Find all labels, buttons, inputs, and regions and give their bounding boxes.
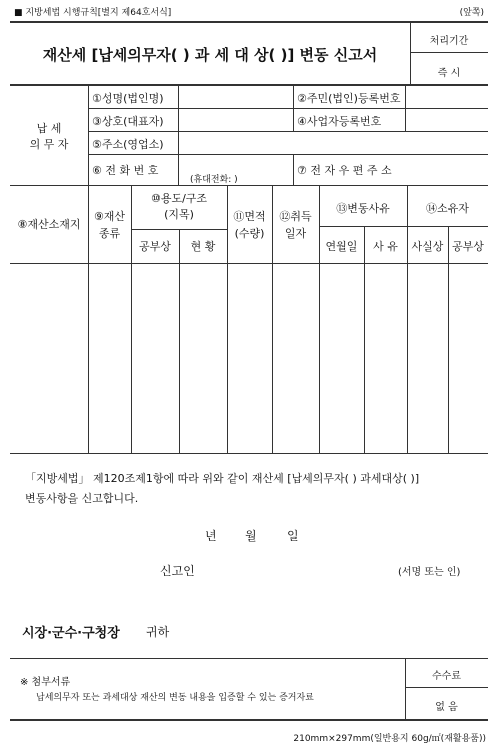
name-field[interactable] [179, 86, 292, 107]
property-type-header-1: ⑨재산 [93, 210, 126, 223]
taxpayer-label-1: 납 세 [36, 122, 62, 135]
signature-note: (서명 또는 인) [398, 567, 461, 578]
addressee: 시장·군수·구청장 [22, 626, 120, 641]
property-type-cell[interactable] [89, 264, 130, 452]
declaration-statement-line-1: 「지방세법」 제120조제1항에 따라 위와 같이 재산세 [납세의무자( ) 과세대상( )] [25, 472, 420, 485]
use-structure-header-2: (지목) [164, 208, 194, 221]
change-date-header: 연월일 [325, 240, 358, 253]
paper-size-note: 210mm×297mm(일반용지 60g/㎡(재활용품)) [293, 734, 486, 744]
owner-official-header: 공부상 [452, 240, 484, 253]
reporter-signature-field[interactable] [210, 558, 390, 578]
fee-value: 없 음 [435, 702, 458, 713]
mobile-phone-field[interactable]: (휴대전화: ) [190, 175, 238, 185]
email-field[interactable] [406, 155, 487, 184]
processing-period-value: 즉 시 [437, 68, 461, 79]
use-official-header: 공부상 [139, 240, 171, 253]
business-number-label: ④사업자등록번호 [297, 115, 382, 128]
address-label: ⑤주소(영업소) [92, 138, 164, 151]
trade-name-label: ③상호(대표자) [92, 115, 164, 128]
registration-number-label: ②주민(법인)등록번호 [297, 92, 401, 105]
owner-official-cell[interactable] [449, 264, 487, 452]
form-reference: ■ 지방세법 시행규칙[별지 제64호서식] [14, 8, 172, 18]
form-title: 재산세 [납세의무자( ) 과 세 대 상( )] 변동 신고서 [42, 46, 378, 64]
registration-number-field[interactable] [406, 86, 487, 107]
business-number-field[interactable] [406, 109, 487, 130]
email-label: ⑦ 전 자 우 편 주 소 [297, 164, 392, 177]
page-side: (앞쪽) [459, 8, 484, 18]
processing-period-label: 처리기간 [429, 36, 469, 47]
owner-actual-cell[interactable] [408, 264, 447, 452]
attachments-content: 납세의무자 또는 과세대상 재산의 변동 내용을 입증할 수 있는 증거자료 [36, 693, 314, 703]
area-header-2: (수량) [234, 227, 265, 240]
date-month-label: 월 [245, 529, 257, 543]
top-border [10, 21, 488, 23]
bottom-border [10, 719, 488, 721]
change-reason-header: ⑬변동사유 [336, 202, 390, 215]
area-header-1: ⑪면적 [233, 210, 266, 223]
name-label: ①성명(법인명) [92, 92, 164, 105]
owner-actual-header: 사실상 [411, 240, 444, 253]
use-current-header: 현 황 [190, 240, 216, 253]
property-location-cell[interactable] [11, 264, 87, 452]
addressee-suffix: 귀하 [146, 625, 170, 639]
use-current-cell[interactable] [180, 264, 226, 452]
change-detail-cell[interactable] [365, 264, 406, 452]
acquisition-date-header-2: 일자 [284, 227, 307, 240]
use-structure-header-1: ⑩용도/구조 [150, 192, 208, 205]
acquisition-date-cell[interactable] [273, 264, 318, 452]
use-official-cell[interactable] [132, 264, 178, 452]
phone-label: ⑥ 전 화 번 호 [92, 164, 159, 177]
owner-header: ⑭소유자 [426, 202, 469, 215]
trade-name-field[interactable] [179, 109, 292, 130]
area-cell[interactable] [228, 264, 271, 452]
date-year-label: 년 [205, 529, 217, 543]
date-day-label: 일 [287, 529, 299, 543]
property-type-header-2: 종류 [98, 227, 121, 240]
change-detail-header: 사 유 [373, 240, 398, 253]
property-location-header: ⑧재산소재지 [17, 218, 81, 231]
attachments-label: ※ 첨부서류 [20, 677, 71, 688]
declaration-statement-line-2: 변동사항을 신고합니다. [25, 492, 139, 505]
taxpayer-label-2: 의 무 자 [29, 138, 69, 151]
reporter-label: 신고인 [160, 564, 195, 578]
fee-label: 수수료 [432, 671, 461, 682]
address-field[interactable] [179, 132, 487, 153]
change-date-cell[interactable] [320, 264, 363, 452]
acquisition-date-header-1: ⑫취득 [279, 210, 312, 223]
